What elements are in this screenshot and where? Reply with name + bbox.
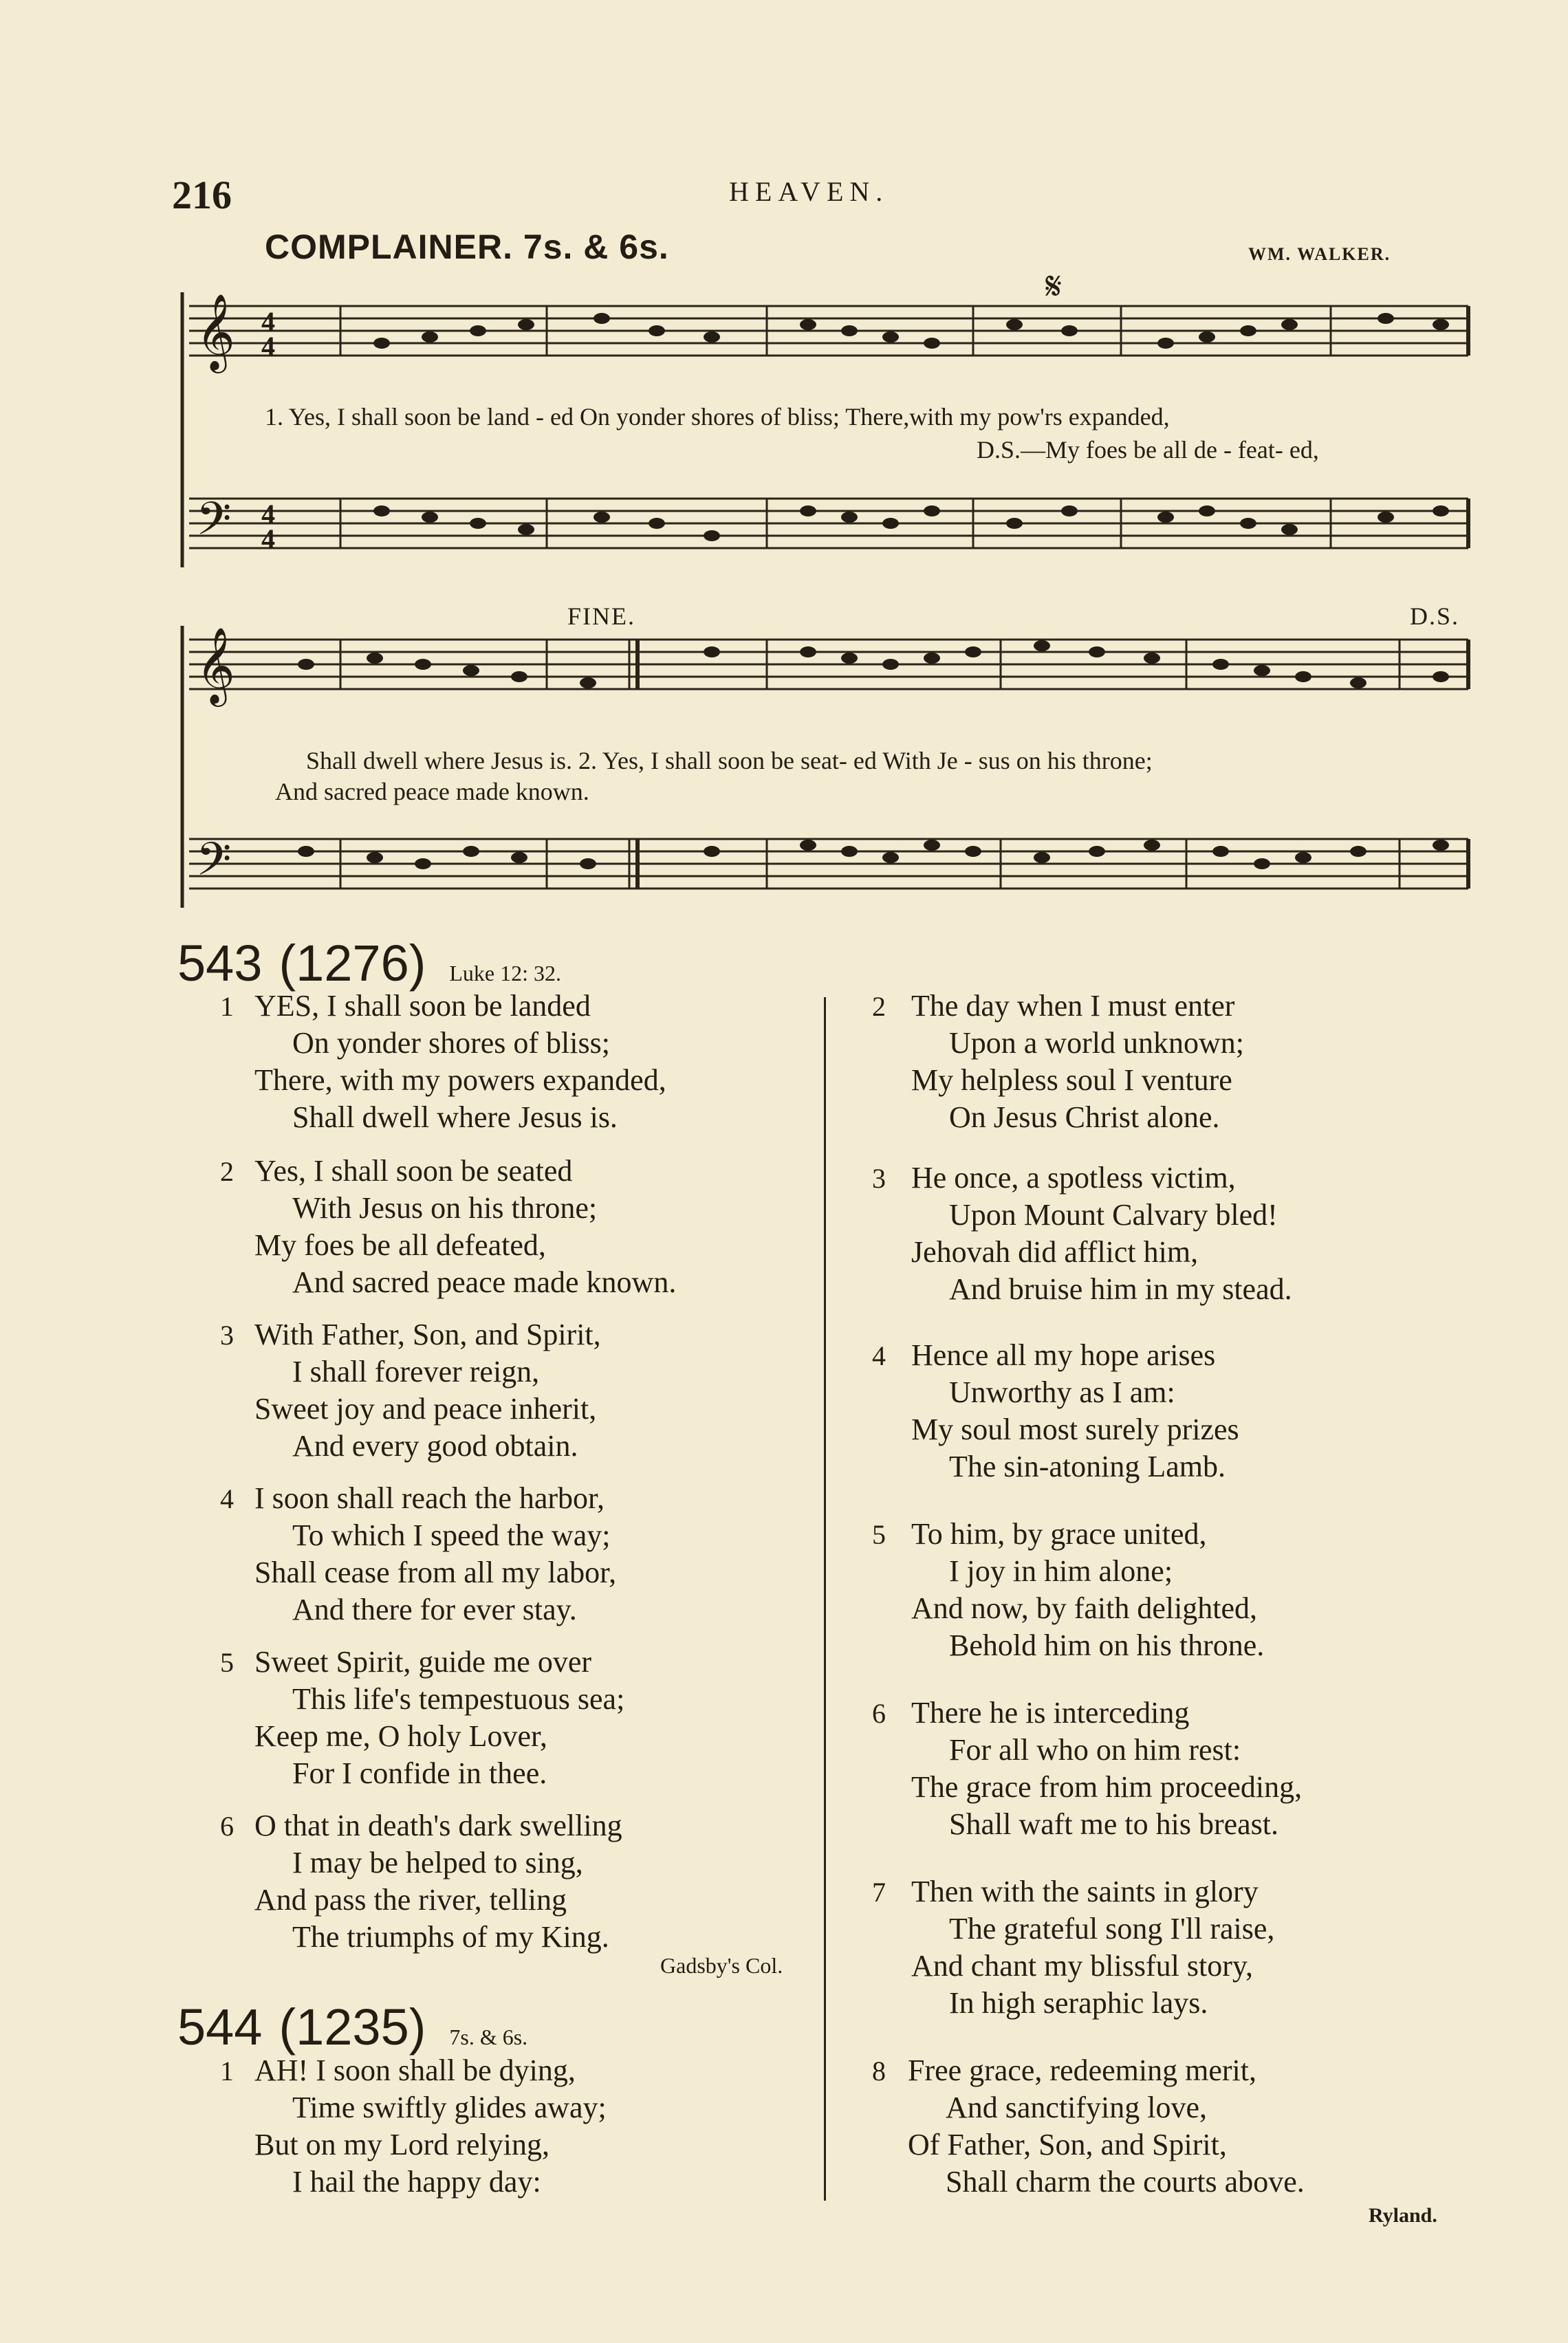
verse-line: Then with the saints in glory: [911, 1875, 1259, 1908]
composer: WM. WALKER.: [1248, 244, 1391, 264]
verse-line: And sanctifying love,: [946, 2091, 1208, 2124]
hymn-alt-number: (1276): [279, 935, 426, 992]
verse-line: But on my Lord relying,: [254, 2128, 549, 2161]
svg-text:4: 4: [261, 523, 275, 554]
verse-line: And now, by faith delighted,: [911, 1591, 1258, 1625]
verse-line: And sacred peace made known.: [292, 1265, 677, 1299]
svg-text:4: 4: [261, 499, 275, 530]
music-system-1: [175, 265, 1482, 591]
stanza-number: 2: [220, 1156, 234, 1187]
column-divider: [824, 997, 826, 2201]
verse-line: To him, by grace united,: [911, 1517, 1207, 1551]
verse-line: This life's tempestuous sea;: [292, 1682, 625, 1716]
verse-line: The triumphs of my King.: [292, 1920, 609, 1954]
verse-line: I joy in him alone;: [949, 1554, 1173, 1588]
verse-line: Free grace, redeeming merit,: [908, 2053, 1256, 2087]
stanza-number: 4: [220, 1483, 234, 1514]
scripture-reference: Luke 12: 32.: [449, 961, 562, 985]
verse-line: Jehovah did afflict him,: [911, 1235, 1199, 1269]
verse-line: Shall dwell where Jesus is.: [292, 1100, 618, 1134]
stanza: [254, 1316, 601, 1465]
verse-line: Time swiftly glides away;: [292, 2091, 607, 2124]
svg-text:4: 4: [261, 306, 275, 337]
verse-line: Hence all my hope arises: [911, 1338, 1216, 1372]
hymn-number: 544: [177, 1998, 263, 2056]
svg-text:𝄢: 𝄢: [196, 833, 232, 897]
hymn-544-heading: [177, 1998, 527, 2056]
hymn-544-attribution: Ryland.: [1369, 2204, 1437, 2227]
svg-text:𝄞: 𝄞: [196, 293, 235, 370]
system-2-lyric-verse-2: And sacred peace made known.: [275, 778, 589, 805]
music-system-2: [175, 602, 1482, 925]
verse-line: The grateful song I'll raise,: [949, 1912, 1275, 1946]
verse-line: And pass the river, telling: [254, 1883, 567, 1917]
svg-text:𝄢: 𝄢: [196, 492, 232, 556]
stanza: [254, 1480, 616, 1628]
verse-line: I may be helped to sing,: [292, 1846, 583, 1879]
hymn-543-heading: [177, 934, 561, 992]
verse-line: AH! I soon shall be dying,: [254, 2053, 576, 2087]
verse-line: Upon Mount Calvary bled!: [949, 1198, 1278, 1232]
hymn-543-attribution: Gadsby's Col.: [660, 1953, 783, 1978]
stanza: [254, 2052, 607, 2201]
stanza: [908, 2052, 1305, 2201]
verse-line: Shall charm the courts above.: [946, 2165, 1305, 2199]
verse-line: My foes be all defeated,: [254, 1228, 546, 1262]
verse-line: Sweet joy and peace inherit,: [254, 1392, 597, 1426]
stanza: [911, 1337, 1239, 1485]
verse-line: There he is interceding: [911, 1696, 1190, 1730]
hymn-number: 543: [177, 935, 263, 992]
stanza: [254, 1153, 676, 1301]
verse-line: In high seraphic lays.: [949, 1986, 1208, 2020]
verse-line: The sin-atoning Lamb.: [949, 1450, 1226, 1483]
verse-line: Sweet Spirit, guide me over: [254, 1645, 592, 1679]
stanza-number: 3: [872, 1163, 886, 1194]
stanza-number: 7: [872, 1877, 886, 1908]
system-2-lyric-verse-1: Shall dwell where Jesus is. 2. Yes, I shall soon be seat- ed With Je - sus on his throne;: [306, 747, 1153, 774]
stanza: [911, 988, 1244, 1136]
stanza: [911, 1159, 1292, 1308]
stanza-number: 1: [220, 2056, 234, 2086]
stanza: [911, 1694, 1302, 1843]
verse-line: With Jesus on his throne;: [292, 1191, 598, 1225]
verse-line: I shall forever reign,: [292, 1355, 540, 1388]
verse-line: With Father, Son, and Spirit,: [254, 1318, 601, 1351]
verse-line: Keep me, O holy Lover,: [254, 1719, 547, 1753]
verse-line: On Jesus Christ alone.: [949, 1100, 1220, 1134]
stanza-number: 3: [220, 1320, 234, 1351]
verse-line: YES, I shall soon be landed: [254, 989, 591, 1023]
system-1-lyric-verse-1: 1. Yes, I shall soon be land - ed On yonder shores of bliss; There,with my pow'rs expanded,: [265, 403, 1170, 431]
ds-mark: D.S.: [1410, 602, 1460, 630]
stanza-number: 5: [220, 1647, 234, 1678]
hymn-meter: 7s. & 6s.: [449, 2025, 528, 2049]
verse-line: The day when I must enter: [911, 989, 1235, 1023]
verse-line: Shall waft me to his breast.: [949, 1807, 1279, 1841]
stanza-number: 6: [220, 1811, 234, 1842]
stanza: [254, 1644, 624, 1792]
verse-line: For all who on him rest:: [949, 1733, 1241, 1767]
stanza-number: 1: [220, 991, 234, 1022]
verse-line: There, with my powers expanded,: [254, 1063, 666, 1097]
verse-line: And there for ever stay.: [292, 1593, 577, 1626]
running-head: HEAVEN.: [729, 176, 889, 207]
svg-text:4: 4: [261, 331, 275, 362]
verse-line: And every good obtain.: [292, 1429, 578, 1463]
hymn-alt-number: (1235): [279, 1998, 426, 2056]
verse-line: And chant my blissful story,: [911, 1949, 1253, 1983]
verse-line: Behold him on his throne.: [949, 1628, 1265, 1662]
verse-line: My helpless soul I venture: [911, 1063, 1232, 1097]
stanza-number: 5: [872, 1519, 886, 1550]
verse-line: O that in death's dark swelling: [254, 1809, 622, 1842]
verse-line: Unworthy as I am:: [949, 1375, 1175, 1409]
stanza: [911, 1516, 1264, 1664]
verse-line: To which I speed the way;: [292, 1518, 611, 1552]
fine-mark: FINE.: [567, 602, 635, 630]
page-number: 216: [172, 173, 232, 217]
svg-text:𝄞: 𝄞: [196, 626, 235, 704]
verse-line: Shall cease from all my labor,: [254, 1556, 617, 1589]
system-1-lyric-ds: D.S.—My foes be all de - feat- ed,: [977, 436, 1319, 464]
verse-line: The grace from him proceeding,: [911, 1770, 1303, 1804]
stanza-number: 8: [872, 2056, 886, 2086]
verse-line: I hail the happy day:: [292, 2165, 541, 2199]
verse-line: And bruise him in my stead.: [949, 1272, 1292, 1306]
verse-line: Of Father, Son, and Spirit,: [908, 2128, 1227, 2161]
tune-name: COMPLAINER. 7s. & 6s.: [265, 228, 669, 266]
stanza-number: 4: [872, 1340, 886, 1371]
segno-mark: 𝄋: [1045, 265, 1064, 308]
stanza: [254, 1807, 622, 1956]
verse-line: He once, a spotless victim,: [911, 1161, 1236, 1195]
stanza-number: 6: [872, 1698, 886, 1729]
stanza: [254, 988, 666, 1136]
verse-line: My soul most surely prizes: [911, 1413, 1239, 1446]
verse-line: For I confide in thee.: [292, 1756, 547, 1790]
verse-line: Upon a world unknown;: [949, 1026, 1244, 1060]
verse-line: I soon shall reach the harbor,: [254, 1481, 605, 1515]
stanza-number: 2: [872, 991, 886, 1022]
stanza: [911, 1873, 1274, 2022]
verse-line: On yonder shores of bliss;: [292, 1026, 610, 1060]
verse-line: Yes, I shall soon be seated: [254, 1154, 573, 1188]
